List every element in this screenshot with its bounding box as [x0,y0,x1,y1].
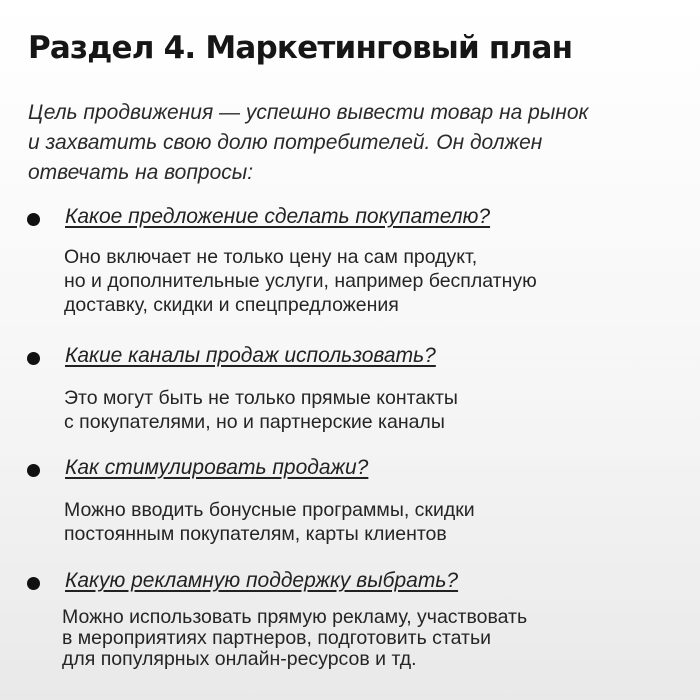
bullet-icon [27,213,40,226]
bullet-icon [27,464,40,477]
question-heading: Какие каналы продаж использовать? [65,344,436,367]
answer-text [64,386,458,434]
bullet-icon [27,577,40,590]
answer-text [64,245,537,317]
answer-line: постоянным покупателям, карты клиентов [64,523,447,545]
intro-line: Цель продвижения — успешно вывести товар на рынок [28,101,589,124]
bullet-icon [27,352,40,365]
answer-text [62,607,527,670]
answer-line: Это могут быть не только прямые контакты [64,387,458,409]
question-heading: Как стимулировать продажи? [65,456,369,479]
intro-line: и захватить свою долю потребителей. Он должен [28,131,543,154]
answer-line: с покупателями, но и партнерские каналы [64,411,445,433]
question-heading: Какое предложение сделать покупателю? [65,205,491,228]
answer-line: Можно использовать прямую рекламу, участвовать [62,606,528,628]
intro-line: отвечать на вопросы: [28,161,254,184]
page-title: Раздел 4. Маркетинговый план [28,30,573,66]
answer-line: доставку, скидки и спецпредложения [64,294,399,316]
answer-line: для популярных онлайн-ресурсов и тд. [62,648,417,670]
answer-line: но и дополнительные услуги, например бесплатную [64,270,537,292]
question-heading: Какую рекламную поддержку выбрать? [65,569,459,592]
answer-line: Можно вводить бонусные программы, скидки [64,499,475,521]
answer-text [64,498,475,546]
intro-paragraph [28,98,678,188]
answer-line: в мероприятиях партнеров, подготовить статьи [62,627,492,649]
answer-line: Оно включает не только цену на сам продукт, [64,246,478,268]
